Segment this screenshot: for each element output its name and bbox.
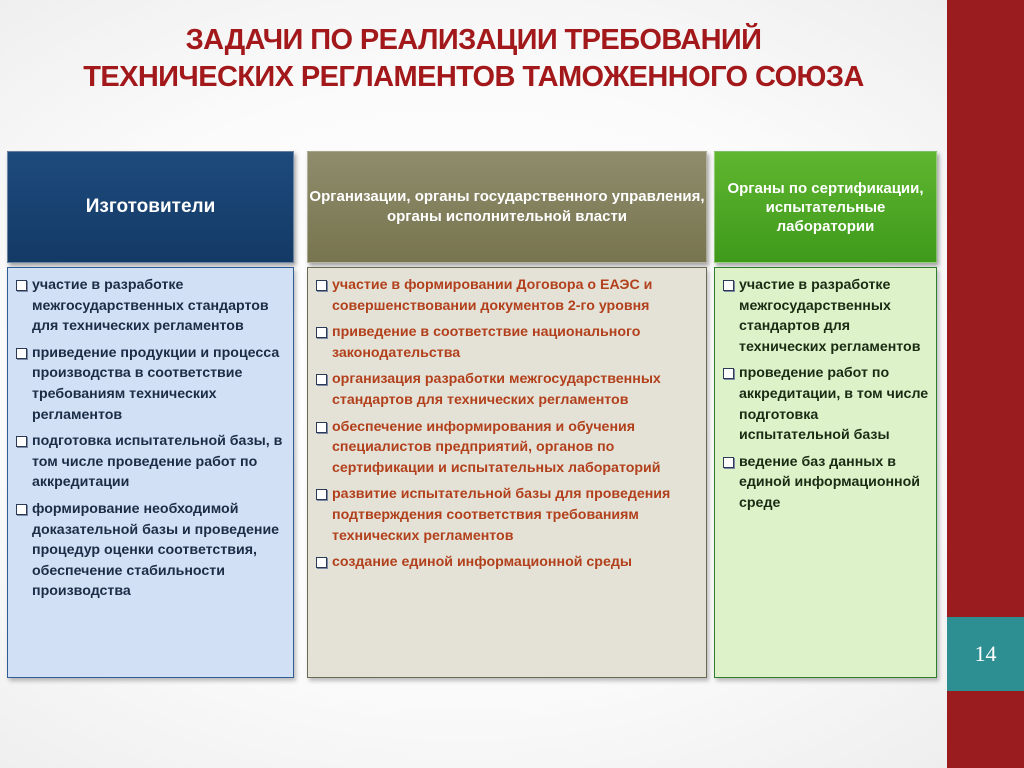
title-line-1: ЗАДАЧИ ПО РЕАЛИЗАЦИИ ТРЕБОВАНИЙ: [185, 24, 762, 56]
slide-title: [0, 22, 947, 96]
header-certification-bodies: Органы по сертификации, испытательные лаборатории: [714, 151, 937, 263]
list-item: развитие испытательной базы для проведения подтверждения соответствия требованиям технических регламентов: [316, 484, 700, 546]
checkbox-bullet-icon: [723, 457, 734, 468]
checkbox-bullet-icon: [723, 368, 734, 379]
list-government-bodies: [307, 267, 707, 678]
checkbox-bullet-icon: [16, 280, 27, 291]
list-item: обеспечение информирования и обучения специалистов предприятий, органов по сертификации и испытательных лабораторий: [316, 417, 700, 479]
checkbox-bullet-icon: [316, 327, 327, 338]
checkbox-bullet-icon: [316, 489, 327, 500]
header-manufacturers: Изготовители: [7, 151, 294, 263]
list-certification-bodies: [714, 267, 937, 678]
list-item: организация разработки межгосударственных стандартов для технических регламентов: [316, 369, 700, 410]
checkbox-bullet-icon: [16, 436, 27, 447]
list-item: приведение в соответствие национального законодательства: [316, 322, 700, 363]
checkbox-bullet-icon: [16, 504, 27, 515]
checkbox-bullet-icon: [316, 557, 327, 568]
list-item: создание единой информационной среды: [316, 552, 700, 573]
list-item: участие в разработке межгосударственных стандартов для технических регламентов: [723, 275, 930, 357]
title-line-2: ТЕХНИЧЕСКИХ РЕГЛАМЕНТОВ ТАМОЖЕННОГО СОЮЗА: [83, 61, 864, 93]
checkbox-bullet-icon: [316, 374, 327, 385]
checkbox-bullet-icon: [316, 280, 327, 291]
list-item: ведение баз данных в единой информационной среде: [723, 452, 930, 514]
list-item: проведение работ по аккредитации, в том числе подготовка испытательной базы: [723, 363, 930, 445]
header-government-bodies: Организации, органы государственного управления, органы исполнительной власти: [307, 151, 707, 263]
page-number: 14: [947, 617, 1024, 691]
list-item: участие в разработке межгосударственных стандартов для технических регламентов: [16, 275, 287, 337]
checkbox-bullet-icon: [316, 422, 327, 433]
list-item: подготовка испытательной базы, в том числе проведение работ по аккредитации: [16, 431, 287, 493]
list-item: формирование необходимой доказательной базы и проведение процедур оценки соответствия, обеспечение стабильности производства: [16, 499, 287, 602]
list-manufacturers: [7, 267, 294, 678]
list-item: приведение продукции и процесса производства в соответствие требованиям технических регламентов: [16, 343, 287, 425]
checkbox-bullet-icon: [723, 280, 734, 291]
checkbox-bullet-icon: [16, 348, 27, 359]
list-item: участие в формировании Договора о ЕАЭС и совершенствовании документов 2-го уровня: [316, 275, 700, 316]
